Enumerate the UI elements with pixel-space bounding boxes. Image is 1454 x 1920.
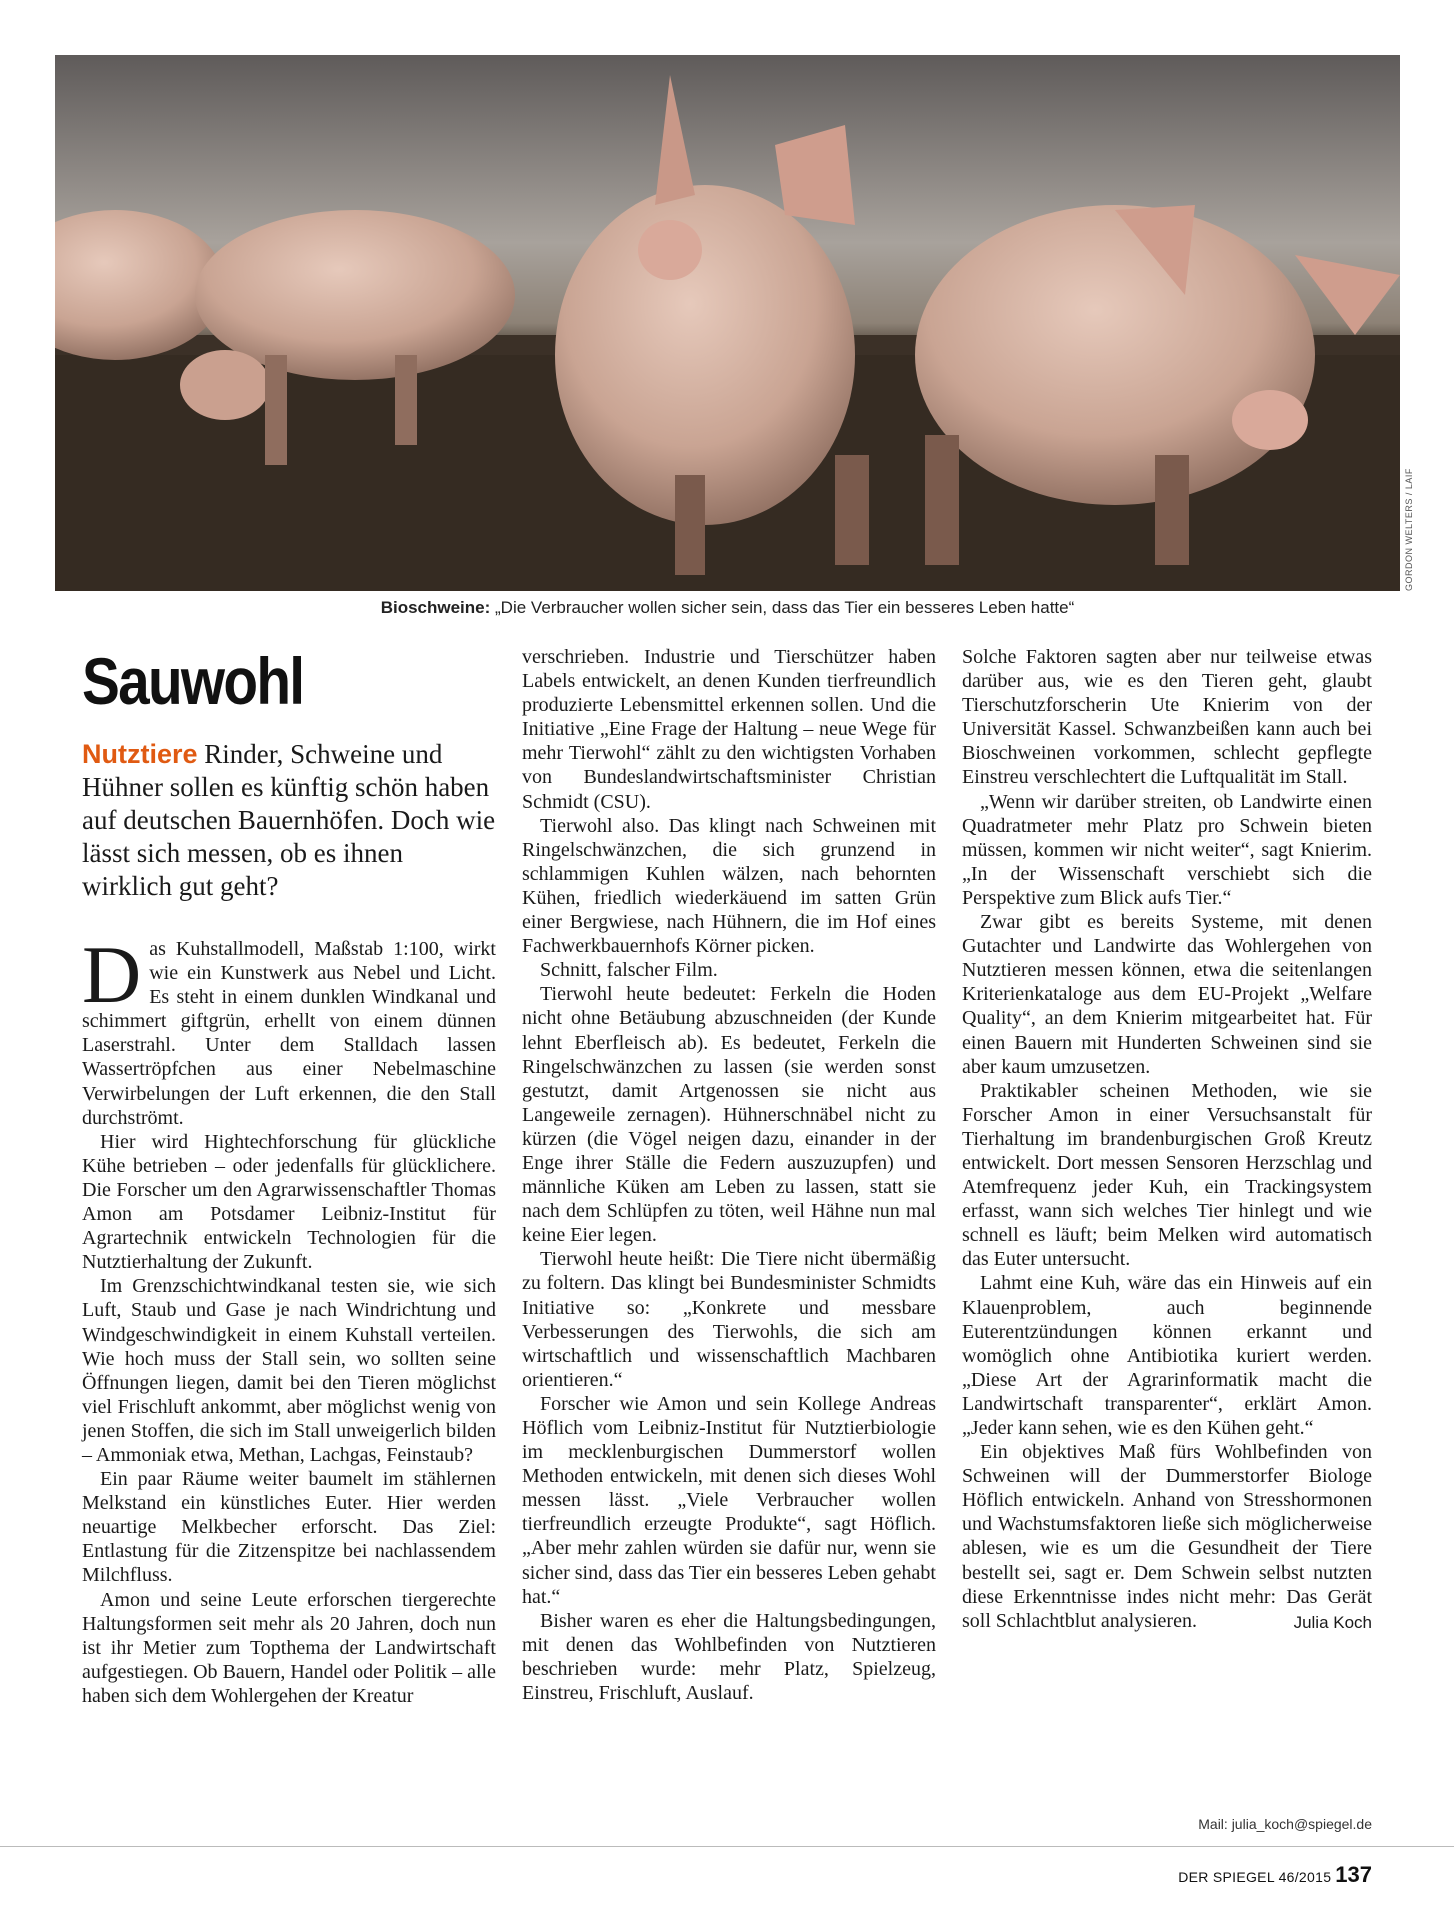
author-signature: Julia Koch [1293, 1612, 1372, 1632]
paragraph: Tierwohl heute bedeutet: Ferkeln die Hoden nicht ohne Betäubung abzuschneiden (der Kunde lehnt Eberfleisch ab). Es bedeutet, Ferkeln die Ringelschwänzchen zu lassen (sie werden sonst gestutzt, damit Artgenossen sie nicht aus Langeweile zernagen). Hühnerschnäbel nicht zu kürzen (die Vögel neigen dazu, einander in der Enge ihrer Ställe die Federn auszuzupfen) und männliche Küken am Leben zu lassen, statt sie nach dem Schlüpfen zu töten, weil Hähne nun mal keine Eier legen. [522, 983, 936, 1247]
pigs-illustration [55, 55, 1400, 591]
photo-credit: GORDON WELTERS / LAIF [1404, 468, 1414, 591]
paragraph: Das Kuhstallmodell, Maßstab 1:100, wirkt wie ein Kunstwerk aus Nebel und Licht. Es steht in einem dunklen Windkanal und schimmert giftgrün, erhellt von einem dünnen Laserstrahl. Unter dem Stalldach lassen Wassertröpfchen aus einer Nebelmaschine Verwirbelungen der Luft erkennen, die den Stall durchströmt. [82, 929, 496, 1129]
article-column-1 [82, 640, 496, 1708]
paragraph: Amon und seine Leute erforschen tiergerechte Haltungsformen seit mehr als 20 Jahren, doch nun ist ihr Metier zum Topthema der Landwirtschaft aufgestiegen. Ob Bauern, Handel oder Politik – alle haben sich dem Wohlergehen der Kreatur [82, 1588, 496, 1707]
paragraph: Solche Faktoren sagten aber nur teilweise etwas darüber aus, wie es den Tieren geht, glaubt Tierschutzforscherin Ute Knierim von der Universität Kassel. Schwanzbeißen kann auch bei Bioschweinen vorkommen, schlecht gepflegte Einstreu verschlechtert die Luftqualität im Stall. [962, 646, 1372, 789]
paragraph: Hier wird Hightechforschung für glückliche Kühe betrieben – oder jedenfalls für glücklichere. Die Forscher um den Agrarwissenschaftler Thomas Amon am Potsdamer Leibniz-Institut für Agrartechnik entwickeln Technologien für die Nutztierhaltung der Zukunft. [82, 1130, 496, 1274]
headline: Sauwohl [82, 644, 304, 718]
paragraph: Tierwohl heute heißt: Die Tiere nicht übermäßig zu foltern. Das klingt bei Bundesminister Schmidts Initiative so: „Konkrete und messbare Verbesserungen des Tierwohls, die sich am wirtschaftlich und wissenschaftlich Machbaren orientieren.“ [522, 1248, 936, 1391]
kicker: Nutztiere [82, 739, 198, 769]
paragraph: Schnitt, falscher Film. [540, 959, 718, 982]
article-column-3 [962, 645, 1372, 1635]
paragraph: Forscher wie Amon und sein Kollege Andreas Höflich vom Leibniz-Institut für Nutztierbiologie im mecklenburgischen Dummerstorf wollen Methoden entwickeln, mit denen sich dieses Wohl messen lässt. „Viele Verbraucher wollen tierfreundlich erzeugte Produkte“, sagt Höflich. „Aber mehr zahlen würden sie dafür nur, wenn sie sicher sind, dass das Tier ein besseres Leben gehabt hat.“ [522, 1392, 936, 1608]
paragraph: verschrieben. Industrie und Tierschützer haben Labels entwickelt, an denen Kunden tierfreundlich produzierte Lebensmittel erkennen sollen. Und die Initiative „Eine Frage der Haltung – neue Wege für mehr Tierwohl“ zählt zu den wichtigsten Vorhaben von Bundeslandwirtschaftsminister Christian Schmidt (CSU). [522, 646, 936, 813]
paragraph: Ein paar Räume weiter baumelt im stählernen Melkstand ein künstliches Euter. Hier werden neuartige Melkbecher erforscht. Das Ziel: Entlastung für die Zitzenspitze bei nachlassendem Milchfluss. [82, 1468, 496, 1587]
paragraph: Tierwohl also. Das klingt nach Schweinen mit Ringelschwänzchen, die sich grunzend in schlammigen Kuhlen wälzen, nach behornten Kühen, friedlich wiederkäuend im satten Grün einer Bergwiese, nach Hühnern, die im Hof eines Fachwerkbauernhofs Körner picken. [522, 814, 936, 958]
footer-rule [0, 1846, 1454, 1847]
page-number: 137 [1335, 1862, 1372, 1887]
paragraph: Ein objektives Maß fürs Wohlbefinden von Schweinen will der Dummerstorfer Biologe Höflich entwickeln. Anhand von Stresshormonen und Wachstumsfaktoren ließe sich möglicherweise ablesen, wie es um die Gesundheit der Tiere bestellt sei, sagt er. Dem Schwein selbst nutzten diese Erkenntnisse indes nicht mehr: Das Gerät soll Schlachtblut analysieren. Julia Koch [962, 1440, 1372, 1633]
photo-caption [55, 598, 1400, 618]
article-column-2 [522, 645, 936, 1705]
paragraph: Bisher waren es eher die Haltungsbedingungen, mit denen das Wohlbefinden von Nutztieren beschrieben wurde: mehr Platz, Spielzeug, Einstreu, Frischluft, Auslauf. [522, 1609, 936, 1705]
caption-label: Bioschweine: [380, 598, 491, 617]
dropcap: D [82, 929, 142, 1020]
magazine-issue: DER SPIEGEL 46/2015 [1178, 1869, 1332, 1885]
paragraph: Lahmt eine Kuh, wäre das ein Hinweis auf ein Klauenproblem, auch beginnende Euterentzündungen können erkannt und womöglich ohne Antibiotika kuriert werden. „Diese Art der Agrarinformatik macht die Landwirtschaft transparenter“, erklärt Amon. „Jeder kann sehen, wie es den Kühen geht.“ [962, 1272, 1372, 1439]
paragraph: Praktikabler scheinen Methoden, wie sie Forscher Amon in einer Versuchsanstalt für Tierhaltung im brandenburgischen Groß Kreutz entwickelt. Dort messen Sensoren Herzschlag und Atemfrequenz jeder Kuh, ein Trackingsystem erfasst, wann sich welches Tier hinlegt und wie schnell es läuft; beim Melken wird automatisch das Euter untersucht. [962, 1079, 1372, 1271]
caption-text: „Die Verbraucher wollen sicher sein, dass das Tier ein besseres Leben hatte“ [490, 598, 1075, 617]
paragraph: „Wenn wir darüber streiten, ob Landwirte einen Quadratmeter mehr Platz pro Schwein bieten müssen, kommen wir nicht weiter“, sagt Knierim. „In der Wissenschaft verschiebt sich die Perspektive zum Blick aufs Tier.“ [962, 790, 1372, 909]
deck [82, 738, 496, 903]
deck-text: Rinder, Schweine und Hühner sollen es künftig schön haben auf deutschen Bauernhöfen. Doch wie lässt sich messen, ob es ihnen wirklich gut geht? [82, 739, 496, 901]
author-mail[interactable]: Mail: julia_koch@spiegel.de [1198, 1816, 1372, 1832]
paragraph: Zwar gibt es bereits Systeme, mit denen Gutachter und Landwirte das Wohlergehen von Nutztieren messen können, etwa die seitenlangen Kriterienkataloge aus dem EU-Projekt „Welfare Quality“, an dem Knierim mitgearbeitet hat. Für einen Bauern mit Hunderten Schweinen sind sie aber kaum umzusetzen. [962, 911, 1372, 1078]
page-footer [1178, 1862, 1372, 1888]
article-photo [55, 55, 1400, 591]
paragraph: Im Grenzschichtwindkanal testen sie, wie sich Luft, Staub und Gase je nach Windrichtung und Windgeschwindigkeit in einem Kuhstall verteilen. Wie hoch muss der Stall sein, wo sollten seine Öffnungen liegen, damit bei den Tieren möglichst viel Frischluft ankommt, aber möglichst wenig von jenen Stoffen, die sich im Stall unweigerlich bilden – Ammoniak etwa, Methan, Lachgas, Feinstaub? [82, 1275, 496, 1466]
